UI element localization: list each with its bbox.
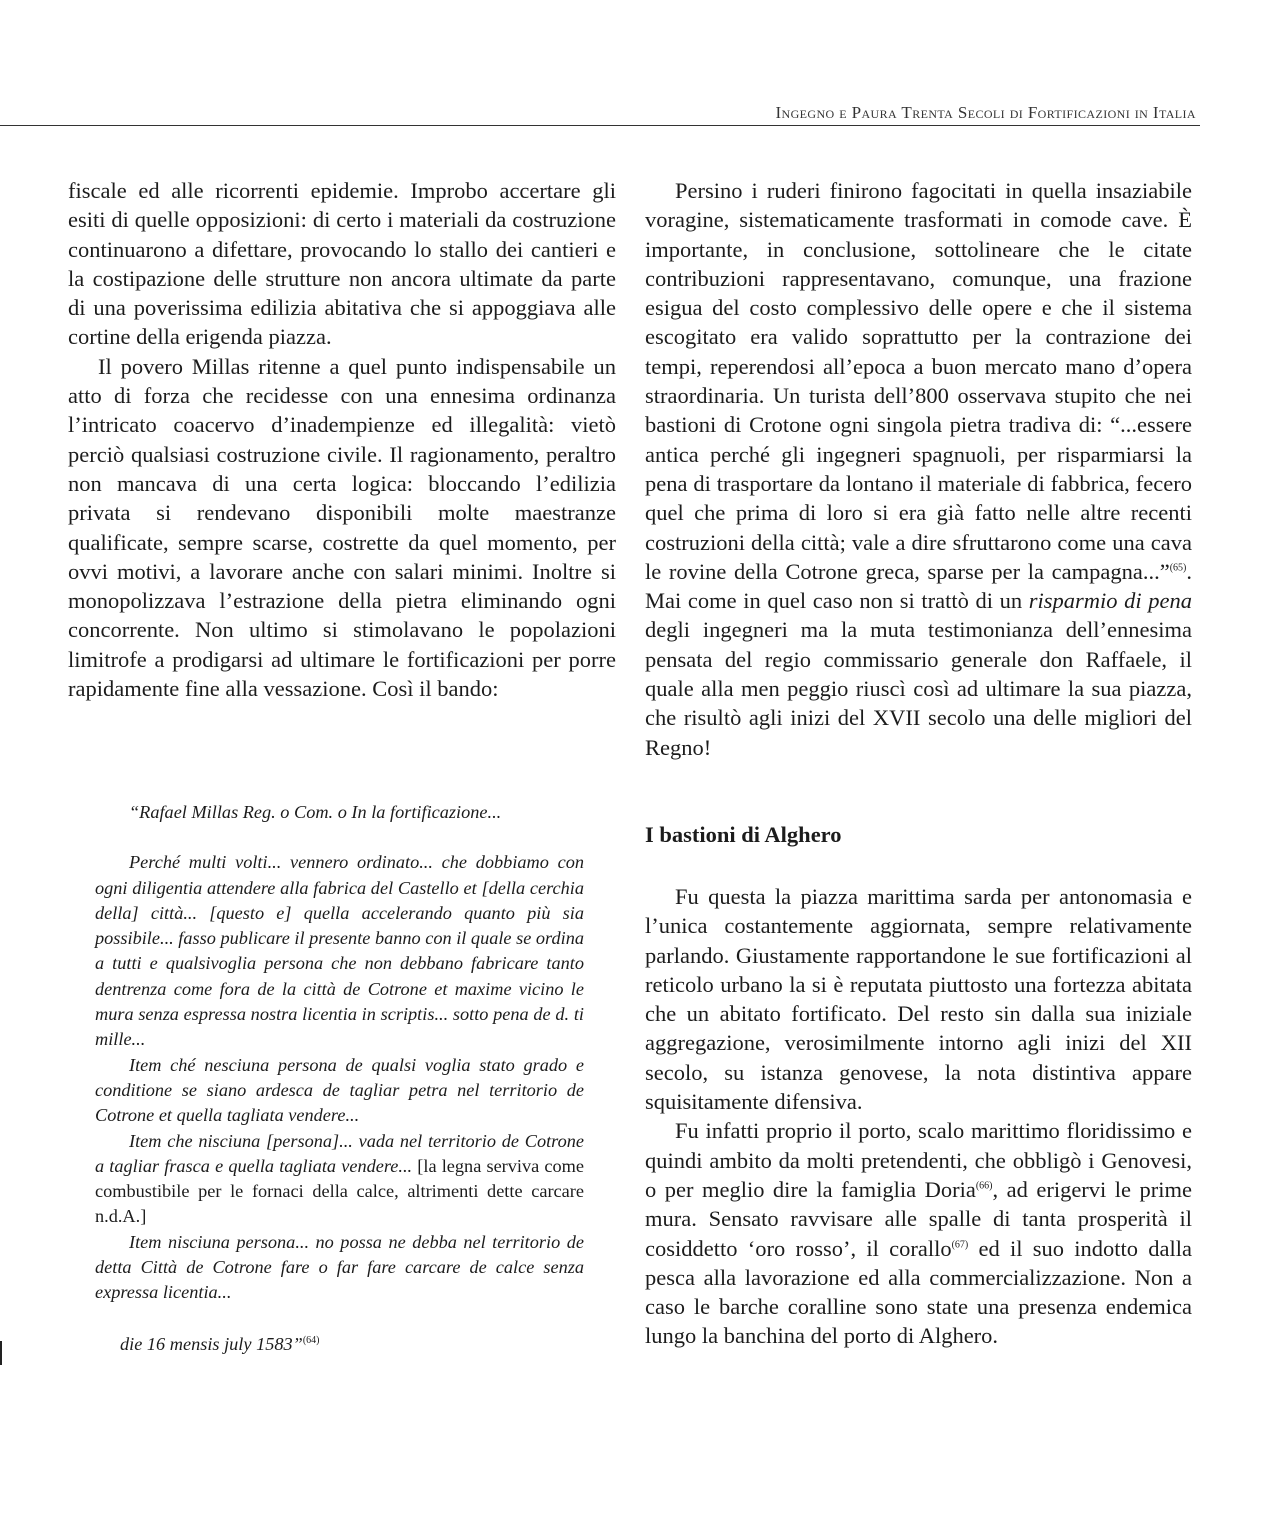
- quote-item-3: Item nisciuna persona... no possa ne debba nel territorio de detta Città de Cotrone fare o far fare carcare de calce senza expressa licentia...: [95, 1231, 584, 1303]
- right-paragraph-1-a: Persino i ruderi finirono fagocitati in quella insaziabile voragine, sistematicamente trasformati in comode cave. È importante, in conclusione, sottolineare che le citate contribuzioni rappresentavano, comunque, una frazione esigua del costo complessivo delle opere e che il sistema escogitato era valido soprattutto per la contrazione dei tempi, reperendosi all’epoca a buon mercato mano d’opera straordinaria. Un turista dell’800 osservava stupito che nei bastioni di Crotone ogni singola pietra tradiva di: “...essere antica perché gli ingegneri spagnuoli, per risparmiarsi la pena di trasportare da lontano il materiale di fabbrica, fecero quel che prima di loro si era già fatto nelle altre recenti costruzioni della città; vale a dire sfruttarono come una cava le rovine della Cotrone greca, sparse per la campagna...”: [645, 178, 1192, 584]
- right-paragraph-3-a: Fu infatti proprio il porto, scalo marittimo floridissimo e quindi ambito da molti pretendenti, che obbligò i Genovesi, o per meglio dire la famiglia Doria: [645, 1118, 1192, 1202]
- section-title: I bastioni di Alghero: [645, 822, 842, 847]
- footnote-ref-67: (67): [951, 1239, 969, 1251]
- quote-date-text: die 16 mensis july 1583”: [120, 1333, 303, 1354]
- left-column: [68, 176, 616, 703]
- right-column: [645, 176, 1192, 762]
- left-paragraph-1: fiscale ed alle ricorrenti epidemie. Improbo accertare gli esiti di quelle opposizioni: di certo i materiali da costruzione continuarono a difettare, provocando lo stallo dei cantieri e la costipazione delle strutture non ancora ultimate da parte di una poverissima edilizia abitativa che si appoggiava alle cortine della erigenda piazza.: [68, 178, 616, 350]
- running-header: Ingegno e Paura Trenta Secoli di Fortificazioni in Italia: [775, 103, 1196, 122]
- right-paragraph-3: [645, 1116, 1192, 1350]
- right-paragraph-3-b: , ad erigervi le prime mura. Sensato ravvisare alle spalle di tanta prosperità il cosiddetto ‘oro rosso’, il corallo: [645, 1176, 1192, 1261]
- margin-mark: [0, 1341, 2, 1365]
- quote-date: [95, 1332, 584, 1357]
- right-paragraph-1-c: degli ingegneri ma la muta testimonianza dell’ennesima pensata del regio commissario generale don Raffaele, il quale alla men peggio riuscì così ad ultimare la sua piazza, che risultò agli inizi del XVII secolo una delle migliori del Regno!: [645, 617, 1192, 760]
- quote-paragraph-1: Perché multi volti... vennero ordinato... che dobbiamo con ogni diligentia attendere alla fabrica del Castello et [della cerchia della] città... [questo e] quella accelerando quanto più sia possibile... fasso publicare il presente banno con il quale se ordina a tutti e qualsivoglia persona che non debbano fabricare tanto dentrenza come fora de la città de Cotrone et maxime vicino le mura senza espressa nostra licentia in scriptis... sotto pena de d. ti mille...: [95, 852, 584, 1050]
- right-paragraph-1-italic: risparmio di pena: [1028, 588, 1192, 614]
- footnote-ref-64: (64): [302, 1334, 320, 1346]
- quote-item-1: Item ché nesciuna persona de qualsi voglia stato grado e conditione se siano ardesca de tagliar petra nel territorio de Cotrone et quella tagliata vendere...: [95, 1054, 584, 1126]
- right-column-section: [645, 882, 1192, 1351]
- right-paragraph-1: [645, 176, 1192, 762]
- header-rule: [0, 125, 1200, 126]
- decree-quote: [95, 800, 584, 1357]
- footnote-ref-65: (65): [1169, 562, 1187, 574]
- right-paragraph-2: Fu questa la piazza marittima sarda per antonomasia e l’unica costantemente aggiornata, sempre relativamente parlando. Giustamente rapportandone le sue fortificazioni al reticolo urbano la si è reputata piuttosto una fortezza abitata che un abitato fortificato. Del resto sin dalla sua iniziale aggregazione, verosimilmente intorno agli inizi del XII secolo, su istanza genovese, la nota distintiva appare squisitamente difensiva.: [645, 884, 1192, 1115]
- footnote-ref-66: (66): [975, 1180, 993, 1192]
- quote-item-2-text: Item che nisciuna [persona]... vada nel territorio de Cotrone a tagliar frasca e quella tagliata vendere...: [95, 1130, 584, 1176]
- right-paragraph-3-c: ed il suo indotto dalla pesca alla lavorazione ed alla commercializzazione. Non a caso le barche coralline sono state una presenza endemica lungo la banchina del porto di Alghero.: [645, 1235, 1192, 1349]
- quote-heading: “Rafael Millas Reg. o Com. o In la fortificazione...: [129, 802, 502, 822]
- quote-item-2: [95, 1129, 584, 1230]
- left-paragraph-2: Il povero Millas ritenne a quel punto indispensabile un atto di forza che recidesse con una ennesima ordinanza l’intricato coacervo d’inadempienze ed illegalità: vietò perciò qualsiasi costruzione civile. Il ragionamento, peraltro non mancava di una certa logica: bloccando l’edilizia privata si rendevano disponibili molte maestranze qualificate, sempre scarse, costrette da quel momento, per ovvi motivi, a lavorare anche con salari minimi. Inoltre si monopolizzava l’estrazione della pietra eliminando ogni concorrente. Non ultimo si stimolavano le popolazioni limitrofe a prodigarsi ad ultimare le fortificazioni per porre rapidamente fine alla vessazione. Così il bando:: [68, 353, 616, 702]
- quote-item-2-note: [la legna serviva come combustibile per le fornaci della calce, altrimenti dette carcare n.d.A.]: [95, 1155, 584, 1227]
- right-paragraph-1-b: . Mai come in quel caso non si trattò di un: [645, 558, 1192, 614]
